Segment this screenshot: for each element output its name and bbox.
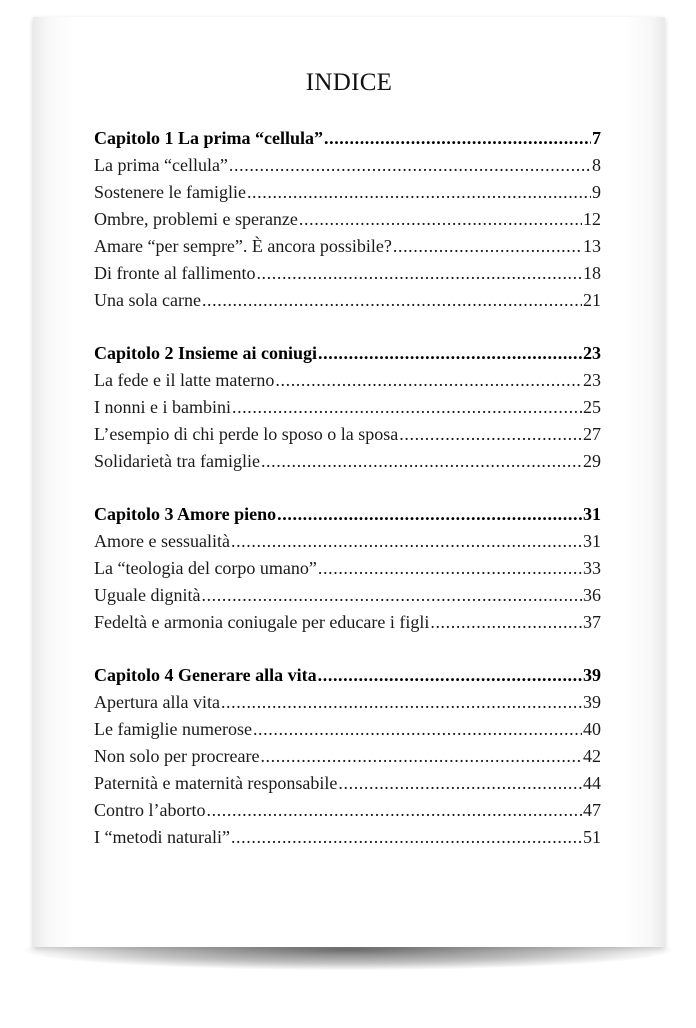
toc-entry-label: Non solo per procreare <box>94 746 260 766</box>
toc-entry-label: Di fronte al fallimento <box>94 263 256 283</box>
toc-entry[interactable] <box>94 209 601 236</box>
toc-page-number: 8 <box>592 155 601 175</box>
dot-leader <box>202 290 582 311</box>
toc-entry-label: Capitolo 2 Insieme ai coniugi <box>94 343 318 363</box>
toc-page-number: 37 <box>583 612 601 632</box>
toc-chapter-heading[interactable] <box>94 128 601 155</box>
toc-entry-label: Apertura alla vita <box>94 692 220 712</box>
dot-leader <box>247 182 591 203</box>
dot-leader <box>299 209 582 230</box>
dot-leader <box>256 263 582 284</box>
dot-leader <box>231 531 582 552</box>
toc-entry[interactable] <box>94 236 601 263</box>
toc-section-1 <box>94 128 601 317</box>
toc-entry-label: Ombre, problemi e speranze <box>94 209 298 229</box>
book-page <box>33 17 665 947</box>
dot-leader <box>261 451 582 472</box>
dot-leader <box>277 504 582 525</box>
toc-entry[interactable] <box>94 531 601 558</box>
toc-entry[interactable] <box>94 182 601 209</box>
toc-page-number: 39 <box>583 665 601 685</box>
dot-leader <box>253 719 582 740</box>
toc-page-number: 31 <box>583 531 601 551</box>
index-title: INDICE <box>305 69 393 96</box>
toc-section-2 <box>94 343 601 478</box>
toc-entry[interactable] <box>94 800 601 827</box>
toc-entry[interactable] <box>94 612 601 639</box>
toc-page-number: 9 <box>592 182 601 202</box>
toc-entry-label: Contro l’aborto <box>94 800 206 820</box>
toc-entry[interactable] <box>94 746 601 773</box>
toc-entry[interactable] <box>94 692 601 719</box>
toc-page-number: 21 <box>583 290 601 310</box>
toc-entry[interactable] <box>94 424 601 451</box>
toc-page-number: 33 <box>583 558 601 578</box>
toc-page-number: 25 <box>583 397 601 417</box>
toc-entry-label: Capitolo 3 Amore pieno <box>94 504 277 524</box>
toc-section-4 <box>94 665 601 854</box>
toc-entry-label: La prima “cellula” <box>94 155 228 175</box>
toc-page-number: 42 <box>583 746 601 766</box>
dot-leader <box>221 692 582 713</box>
toc-page-number: 13 <box>583 236 601 256</box>
toc-entry-label: Capitolo 4 Generare alla vita <box>94 665 317 685</box>
toc-page-number: 39 <box>583 692 601 712</box>
toc-page-number: 40 <box>583 719 601 739</box>
toc-page-number: 23 <box>583 370 601 390</box>
toc-page-number: 18 <box>583 263 601 283</box>
toc-page-number: 12 <box>583 209 601 229</box>
toc-entry[interactable] <box>94 558 601 585</box>
dot-leader <box>318 558 582 579</box>
dot-leader <box>201 585 582 606</box>
toc-page-number: 29 <box>583 451 601 471</box>
dot-leader <box>229 155 591 176</box>
toc-entry[interactable] <box>94 290 601 317</box>
toc-page-number: 51 <box>583 827 601 847</box>
toc-entry[interactable] <box>94 451 601 478</box>
toc-entry-label: La “teologia del corpo umano” <box>94 558 317 578</box>
toc-entry[interactable] <box>94 773 601 800</box>
toc-page-number: 7 <box>592 128 601 148</box>
toc-page-number: 27 <box>583 424 601 444</box>
dot-leader <box>231 827 582 848</box>
dot-leader <box>338 773 582 794</box>
toc-entry[interactable] <box>94 263 601 290</box>
toc-entry-label: I “metodi naturali” <box>94 827 230 847</box>
toc-chapter-heading[interactable] <box>94 665 601 692</box>
toc-entry-label: Sostenere le famiglie <box>94 182 246 202</box>
toc-section-3 <box>94 504 601 639</box>
toc-entry-label: Uguale dignità <box>94 585 201 605</box>
toc-page-number: 31 <box>583 504 601 524</box>
table-of-contents <box>94 128 601 880</box>
dot-leader <box>206 800 582 821</box>
toc-page-number: 47 <box>583 800 601 820</box>
dot-leader <box>260 746 582 767</box>
toc-entry-label: Solidarietà tra famiglie <box>94 451 260 471</box>
dot-leader <box>393 236 582 257</box>
toc-entry-label: I nonni e i bambini <box>94 397 231 417</box>
dot-leader <box>318 665 582 686</box>
toc-entry-label: Amore e sessualità <box>94 531 230 551</box>
toc-entry[interactable] <box>94 585 601 612</box>
toc-page-number: 44 <box>583 773 601 793</box>
toc-entry-label: La fede e il latte materno <box>94 370 275 390</box>
toc-entry-label: Paternità e maternità responsabile <box>94 773 338 793</box>
dot-leader <box>324 128 591 149</box>
dot-leader <box>399 424 582 445</box>
toc-entry-label: Capitolo 1 La prima “cellula” <box>94 128 323 148</box>
toc-entry[interactable] <box>94 155 601 182</box>
dot-leader <box>275 370 582 391</box>
toc-entry[interactable] <box>94 827 601 854</box>
toc-entry-label: Le famiglie numerose <box>94 719 252 739</box>
toc-entry-label: L’esempio di chi perde lo sposo o la sposa <box>94 424 399 444</box>
toc-entry[interactable] <box>94 397 601 424</box>
toc-chapter-heading[interactable] <box>94 504 601 531</box>
toc-entry-label: Amare “per sempre”. È ancora possibile? <box>94 236 392 256</box>
dot-leader <box>430 612 582 633</box>
dot-leader <box>232 397 582 418</box>
toc-chapter-heading[interactable] <box>94 343 601 370</box>
toc-page-number: 23 <box>583 343 601 363</box>
toc-page-number: 36 <box>583 585 601 605</box>
toc-entry[interactable] <box>94 719 601 746</box>
toc-entry-label: Fedeltà e armonia coniugale per educare i figli <box>94 612 430 632</box>
toc-entry[interactable] <box>94 370 601 397</box>
dot-leader <box>318 343 582 364</box>
toc-entry-label: Una sola carne <box>94 290 201 310</box>
